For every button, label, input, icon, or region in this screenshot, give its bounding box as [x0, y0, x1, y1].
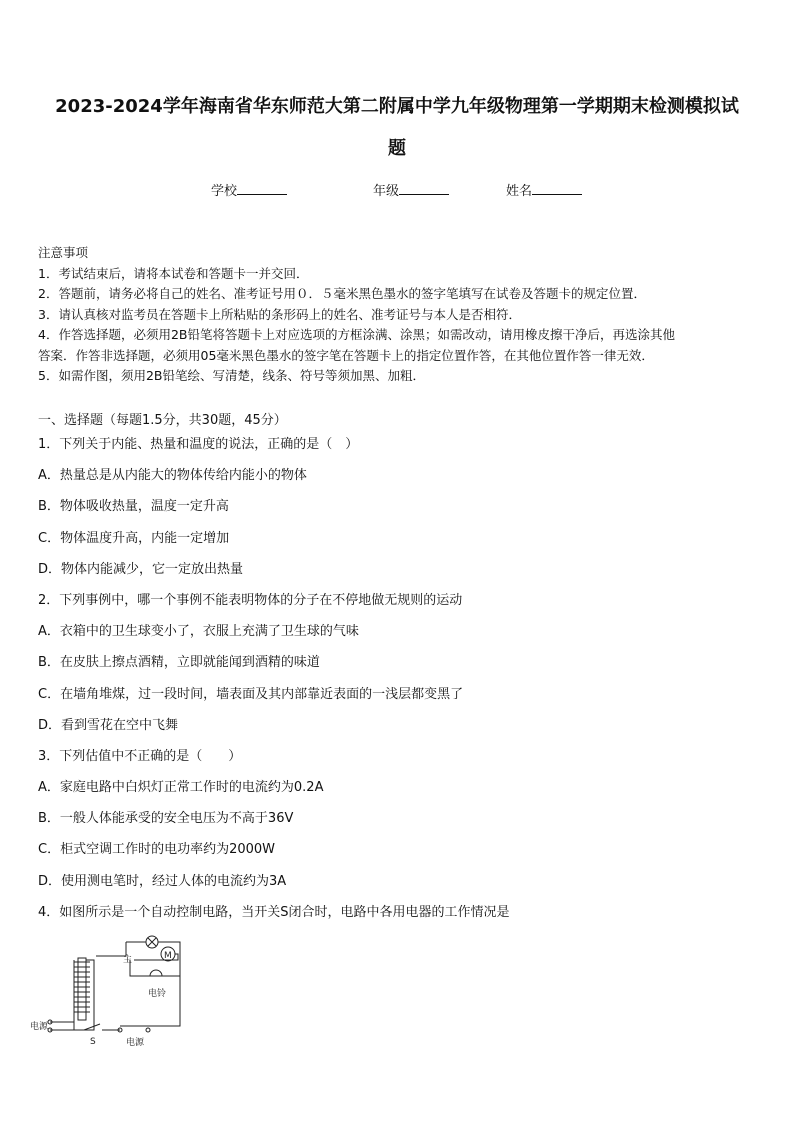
question-2-option-d: D．看到雪花在空中飞舞 — [38, 717, 179, 733]
school-field[interactable] — [211, 180, 287, 199]
coil — [74, 962, 90, 1012]
question-2-stem: 2．下列事例中，哪一个事例不能表明物体的分子在不停地做无规则的运动 — [38, 592, 463, 608]
note-item: 4．作答选择题，必须用2B铅笔将答题卡上对应选项的方框涂满、涂黑；如需改动，请用橡皮擦干净后，再选涂其他 — [38, 327, 675, 342]
question-3-option-a: A．家庭电路中白炽灯正常工作时的电流约为0.2A — [38, 780, 324, 796]
name-field[interactable] — [506, 180, 582, 199]
question-3-option-c: C．柜式空调工作时的电功率约为2000W — [38, 842, 276, 858]
question-2-option-b: B．在皮肤上擦点酒精，立即就能闻到酒精的味道 — [38, 655, 320, 671]
note-item: 答案．作答非选择题，必须用05毫米黑色墨水的签字笔在答题卡上的指定位置作答，在其他位置作答一律无效． — [38, 347, 654, 363]
switch-label: S — [90, 1037, 96, 1047]
name-label: 姓名 — [506, 184, 533, 199]
note-item: 2．答题前，请务必将自己的姓名、准考证号用０．５毫米黑色墨水的签字笔填写在试卷及答题卡的规定位置． — [38, 286, 646, 301]
school-label: 学校 — [211, 184, 238, 199]
question-4-stem: 4．如图所示是一个自动控制电路，当开关S闭合时，电路中各用电器的工作情况是 — [38, 904, 510, 920]
note-item: 5．如需作图，须用2B铅笔绘、写清楚，线条、符号等须加黑、加粗． — [38, 368, 425, 383]
question-list — [38, 434, 760, 933]
note-item: 3．请认真核对监考员在答题卡上所粘贴的条形码上的姓名、准考证号与本人是否相符． — [38, 306, 521, 322]
title-line-2: 题 — [388, 138, 406, 159]
circuit-diagram — [30, 930, 210, 1050]
question-3-stem: 3．下列估值中不正确的是（ ） — [38, 748, 242, 764]
question-3-option-b: B．一般人体能承受的安全电压为不高于36V — [38, 811, 294, 827]
name-blank[interactable] — [532, 182, 582, 195]
control-wires — [50, 1022, 120, 1030]
exam-title — [30, 86, 764, 170]
bell-icon — [150, 970, 162, 976]
notes-block — [38, 243, 760, 387]
grade-field[interactable] — [373, 180, 449, 199]
question-3-option-d: D．使用测电笔时，经过人体的电流约为3A — [38, 873, 287, 889]
question-1-option-c: C．物体温度升高，内能一定增加 — [38, 530, 230, 546]
question-2-option-a: A．衣箱中的卫生球变小了，衣服上充满了卫生球的气味 — [38, 624, 359, 640]
bell-label: 电铃 — [148, 989, 167, 999]
lamp-cross — [148, 938, 156, 946]
question-1-option-a: A．热量总是从内能大的物体传给内能小的物体 — [38, 468, 307, 484]
source-left-label: 电源 — [30, 1022, 49, 1032]
armature — [96, 950, 126, 956]
source-bottom-label: 电源 — [126, 1038, 145, 1048]
contact-label: 主 — [123, 955, 133, 965]
grade-label: 年级 — [373, 184, 400, 199]
question-1-stem: 1．下列关于内能、热量和温度的说法，正确的是（ ） — [38, 437, 359, 452]
section-heading: 一、选择题（每题1.5分，共30题，45分） — [38, 413, 287, 428]
title-line-1: 2023-2024学年海南省华东师范大第二附属中学九年级物理第一学期期末检测模拟试 — [55, 96, 739, 117]
school-blank[interactable] — [237, 182, 287, 195]
note-item: 1．考试结束后，请将本试卷和答题卡一并交回． — [38, 265, 309, 281]
question-1-option-b: B．物体吸收热量，温度一定升高 — [38, 499, 229, 515]
question-2-option-c: C．在墙角堆煤，过一段时间，墙表面及其内部靠近表面的一浅层都变黑了 — [38, 686, 464, 702]
grade-blank[interactable] — [399, 182, 449, 195]
notes-heading: 注意事项 — [38, 245, 89, 260]
motor-label: M — [164, 951, 172, 961]
terminal — [146, 1028, 150, 1032]
question-1-option-d: D．物体内能减少，它一定放出热量 — [38, 561, 244, 577]
